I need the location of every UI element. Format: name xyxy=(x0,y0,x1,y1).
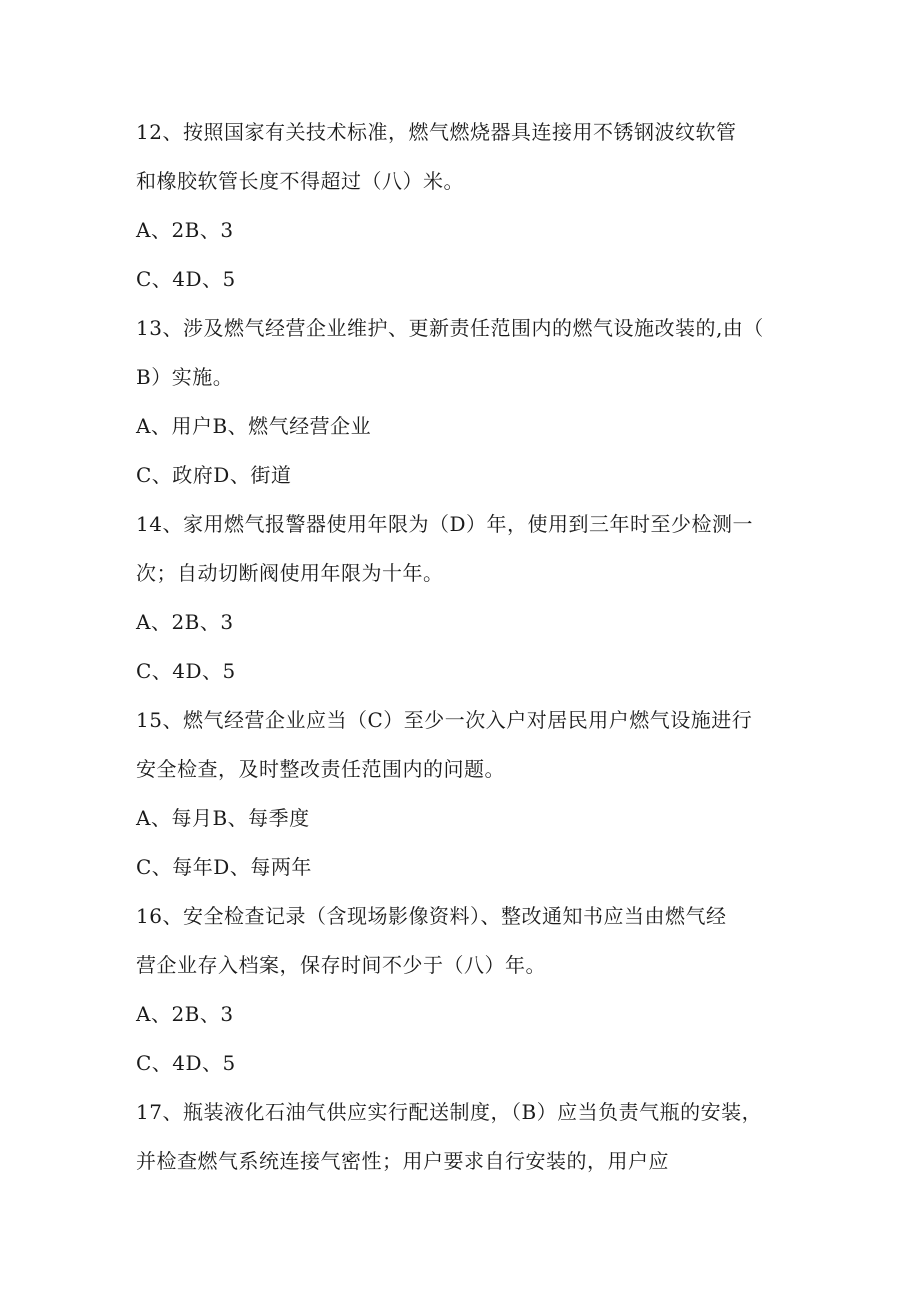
q16-options-ab: A、2B、3 xyxy=(136,1002,234,1026)
q15-stem-line-2: 安全检查，及时整改责任范围内的问题。 xyxy=(136,757,505,781)
q16-stem-line-2: 营企业存入档案，保存时间不少于（八）年。 xyxy=(136,953,546,977)
q13-stem-line-1: 13、涉及燃气经营企业维护、更新责任范围内的燃气设施改装的,由（ xyxy=(136,316,764,340)
q17-stem-line-1: 17、瓶装液化石油气供应实行配送制度，（B）应当负责气瓶的安装， xyxy=(136,1100,763,1124)
q15-options-ab: A、每月B、每季度 xyxy=(136,806,310,830)
q14-options-ab: A、2B、3 xyxy=(136,610,234,634)
q15-stem-line-1: 15、燃气经营企业应当（C）至少一次入户对居民用户燃气设施进行 xyxy=(136,708,753,732)
q13-stem-line-2: B）实施。 xyxy=(136,365,234,389)
q12-options-cd: C、4D、5 xyxy=(136,267,236,291)
q13-options-cd: C、政府D、街道 xyxy=(136,463,292,487)
q17-stem-line-2: 并检查燃气系统连接气密性；用户要求自行安装的，用户应 xyxy=(136,1149,669,1173)
q14-stem-line-2: 次；自动切断阀使用年限为十年。 xyxy=(136,561,444,585)
q14-options-cd: C、4D、5 xyxy=(136,659,236,683)
q12-stem-line-2: 和橡胶软管长度不得超过（八）米。 xyxy=(136,169,464,193)
q12-stem-line-1: 12、按照国家有关技术标准，燃气燃烧器具连接用不锈钢波纹软管 xyxy=(136,120,737,144)
q15-options-cd: C、每年D、每两年 xyxy=(136,855,312,879)
q16-stem-line-1: 16、安全检查记录（含现场影像资料）、整改通知书应当由燃气经 xyxy=(136,904,727,928)
q16-options-cd: C、4D、5 xyxy=(136,1051,236,1075)
q13-options-ab: A、用户B、燃气经营企业 xyxy=(136,414,372,438)
q12-options-ab: A、2B、3 xyxy=(136,218,234,242)
document-body xyxy=(136,108,796,1186)
q14-stem-line-1: 14、家用燃气报警器使用年限为（D）年，使用到三年时至少检测一 xyxy=(136,512,753,536)
